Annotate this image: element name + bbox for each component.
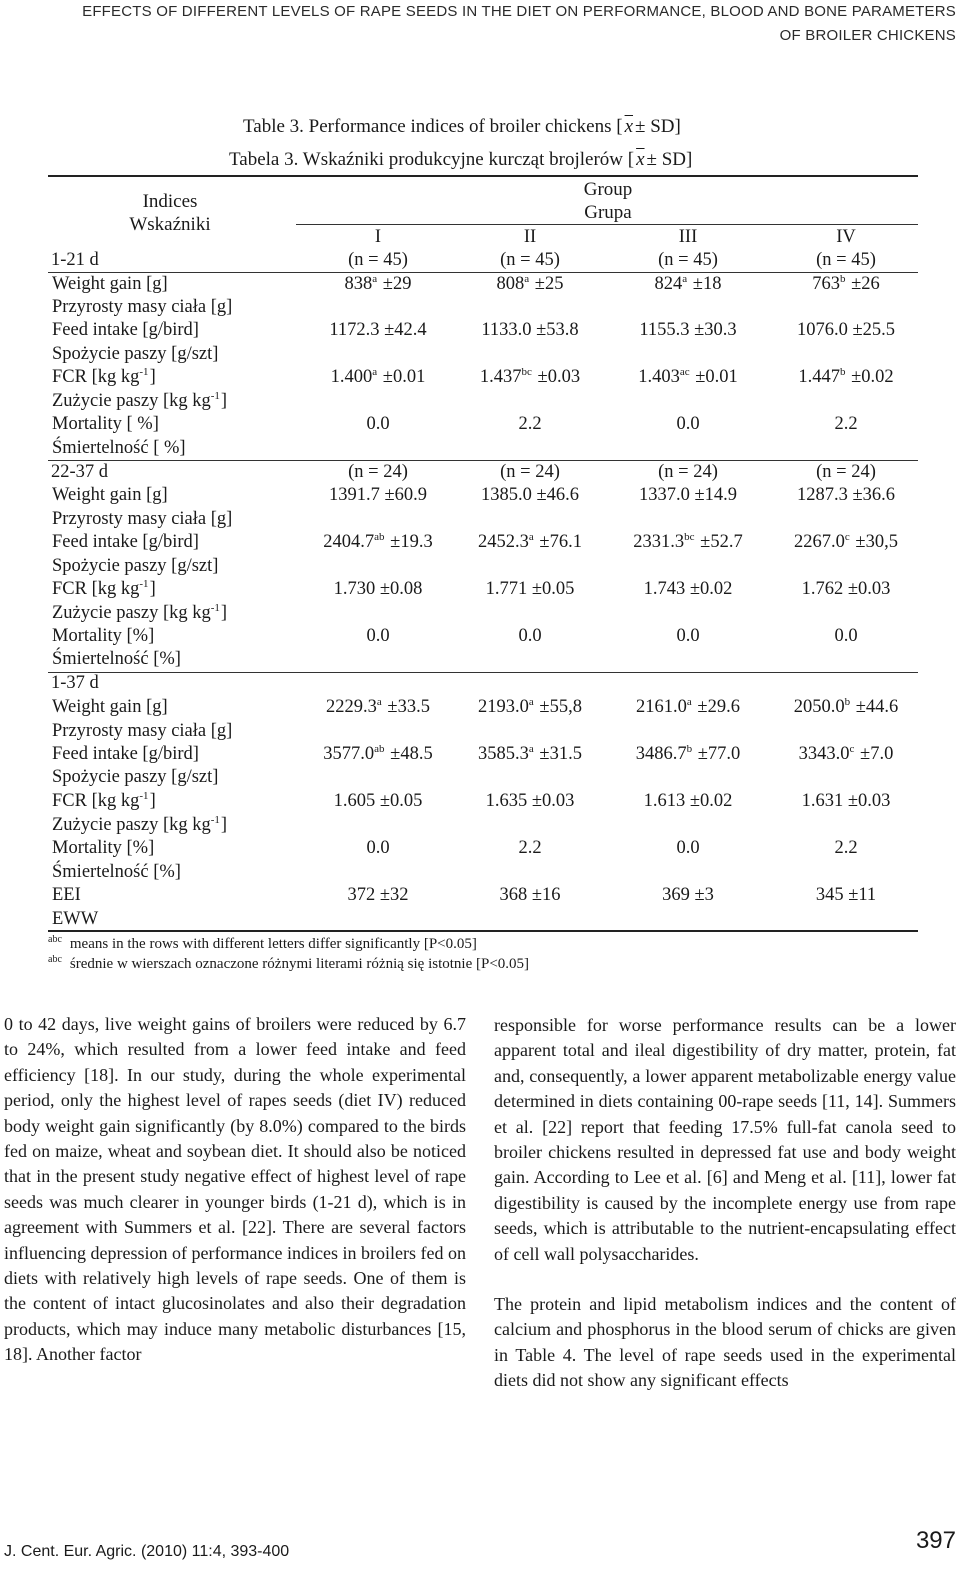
row-label-text: Spożycie paszy [g/szt]	[52, 556, 219, 576]
group-header-en: Group	[583, 179, 633, 200]
table-cell	[598, 696, 778, 721]
cell-significance-letter: b	[839, 366, 846, 378]
table-cell	[440, 249, 620, 272]
table-cell	[440, 625, 620, 648]
caption-pl-sd: ± SD]	[646, 149, 693, 170]
cell-value: 2331.3	[633, 532, 685, 552]
table-cell	[598, 837, 778, 860]
table-row	[0, 366, 960, 389]
caption-en-sd: ± SD]	[635, 116, 681, 137]
cell-value: 1337.0 ±14.9	[638, 485, 738, 505]
body-right-paragraph-2: The protein and lipid metabolism indices and the content of calcium and phosphorus in the blood serum of chicks are given in Table 4. The level of rape seeds used in the experimental diets did not show any significant effects	[494, 1294, 956, 1391]
cell-significance-letter: a	[524, 273, 530, 285]
cell-value: 2.2	[518, 838, 542, 858]
table-cell	[440, 696, 620, 721]
table-row	[0, 319, 960, 342]
row-label-superscript: -1	[210, 390, 220, 402]
table-row	[0, 766, 960, 789]
table-caption-en	[243, 116, 681, 138]
table-cell	[598, 319, 778, 342]
footnote-en-text: means in the rows with different letters differ significantly [P<0.05]	[69, 936, 477, 952]
cell-sd: ±18	[688, 274, 722, 294]
row-label-end: ]	[220, 391, 228, 411]
table-cell	[598, 578, 778, 601]
row-label	[52, 884, 81, 907]
table-row	[0, 273, 960, 296]
table-row	[0, 908, 960, 931]
row-label	[52, 720, 232, 743]
table-cell	[756, 837, 936, 860]
row-label-text: Śmiertelność [%]	[52, 649, 181, 669]
row-label-end: ]	[220, 603, 228, 623]
indices-header-pl: Wskaźniki	[129, 214, 211, 235]
cell-value: (n = 24)	[348, 462, 408, 482]
group-header-pl: Grupa	[584, 202, 632, 223]
row-label-superscript: -1	[210, 814, 220, 826]
cell-value: 1.730 ±0.08	[333, 579, 423, 599]
cell-sd: ±44.6	[851, 697, 899, 717]
group-label-ii: II	[523, 227, 537, 247]
row-label	[52, 343, 218, 366]
table-cell	[598, 273, 778, 298]
table-cell	[598, 366, 778, 391]
table-cell	[756, 578, 936, 601]
row-label-text: Weight gain [g]	[52, 697, 168, 717]
table-caption-pl	[229, 149, 692, 171]
caption-pl-mean-symbol: $\overline{x}$	[636, 149, 645, 170]
table-cell	[756, 484, 936, 507]
cell-significance-letter: ac	[679, 366, 690, 378]
cell-value: 0.0	[366, 838, 390, 858]
table-cell	[756, 249, 936, 272]
table-row	[0, 413, 960, 436]
row-label	[52, 743, 199, 766]
table-row	[0, 743, 960, 766]
cell-significance-letter: bc	[521, 366, 532, 378]
cell-sd: ±31.5	[534, 744, 582, 764]
group-label-i: I	[374, 227, 382, 247]
cell-value: 808	[496, 274, 525, 294]
table-cell	[756, 461, 936, 484]
row-label-text: Mortality [ %]	[52, 414, 159, 434]
table-cell	[440, 413, 620, 436]
cell-value: 1.400	[330, 367, 373, 387]
row-label-text: FCR [kg kg	[52, 367, 140, 387]
cell-value: 763	[812, 274, 840, 294]
group-labels-row	[0, 226, 960, 249]
cell-value: 2193.0	[478, 697, 529, 717]
row-label-text: Feed intake [g/bird]	[52, 744, 199, 764]
cell-value: 369 ±3	[662, 885, 714, 905]
cell-sd: ±76.1	[534, 532, 582, 552]
row-label	[52, 273, 168, 296]
row-label-superscript: -1	[139, 790, 149, 802]
table-cell	[598, 413, 778, 436]
table-cell	[440, 790, 620, 813]
row-label	[52, 437, 186, 460]
cell-value: 0.0	[676, 626, 700, 646]
running-header-line2: OF BROILER CHICKENS	[779, 27, 956, 44]
cell-value: 2404.7	[323, 532, 375, 552]
cell-value: (n = 45)	[348, 250, 408, 270]
table-cell	[598, 531, 778, 556]
cell-value: 0.0	[676, 414, 700, 434]
table-cell	[756, 531, 936, 556]
row-label-text: Feed intake [g/bird]	[52, 532, 199, 552]
cell-sd: ±0.03	[532, 367, 581, 387]
row-label	[52, 319, 199, 342]
row-label-text: Zużycie paszy [kg kg	[52, 603, 211, 623]
row-label-end: ]	[149, 791, 156, 811]
table-cell	[756, 884, 936, 907]
table-row	[0, 884, 960, 907]
cell-value: 0.0	[834, 626, 858, 646]
table-cell	[440, 484, 620, 507]
cell-sd: ±19.3	[385, 532, 433, 552]
cell-significance-letter: a	[528, 531, 534, 543]
table-row	[0, 461, 960, 484]
cell-value: 838	[344, 274, 373, 294]
table-row	[0, 578, 960, 601]
table-cell	[756, 790, 936, 813]
table-cell	[440, 837, 620, 860]
row-label-text: 22-37 d	[51, 462, 109, 482]
row-label-text: EWW	[52, 909, 99, 929]
table-cell	[756, 413, 936, 436]
row-label	[52, 790, 156, 815]
cell-value: 2.2	[834, 414, 858, 434]
table-row	[0, 790, 960, 813]
cell-value: (n = 45)	[658, 250, 718, 270]
cell-value: 1133.0 ±53.8	[481, 320, 579, 340]
cell-sd: ±0.01	[690, 367, 738, 387]
row-label-text: 1-37 d	[51, 673, 99, 693]
row-label-superscript: -1	[139, 366, 149, 378]
cell-sd: ±0.02	[846, 367, 894, 387]
caption-en-mean-symbol: $\overline{x}$	[624, 116, 634, 137]
cell-value: 2452.3	[478, 532, 529, 552]
cell-value: 1.762 ±0.03	[801, 579, 891, 599]
table-row	[0, 696, 960, 719]
cell-significance-letter: ab	[374, 743, 385, 755]
table-row	[0, 837, 960, 860]
table-row	[0, 249, 960, 272]
table-bottom-rule	[48, 930, 918, 932]
cell-value: 2229.3	[326, 697, 377, 717]
cell-value: 1287.3 ±36.6	[796, 485, 896, 505]
group-label-iv: IV	[836, 227, 856, 247]
header-bottom-rule	[48, 272, 918, 273]
cell-value: 3486.7	[635, 744, 687, 764]
table-row	[0, 296, 960, 319]
cell-sd: ±33.5	[382, 697, 430, 717]
table-cell	[598, 625, 778, 648]
cell-value: 2267.0	[794, 532, 845, 552]
cell-value: 1.743 ±0.02	[643, 579, 733, 599]
running-header	[6, 0, 956, 48]
row-label-end: ]	[149, 367, 156, 387]
cell-value: 2.2	[834, 838, 858, 858]
body-left-paragraph: 0 to 42 days, live weight gains of broilers were reduced by 6.7 to 24%, which resulted from a lower feed intake and feed efficiency [18]. In our study, during the whole experimental period, only the highest level of rapes seeds (diet IV) reduced body weight gain significantly (by 8.0%) compared to the birds fed on maize, wheat and soybean diet. It should also be noticed that in the present study negative effect of highest level of rape seeds was much clearer in younger birds (1-21 d), which is in agreement with Summers et al. [22]. There are several factors influencing depression of performance indices in broilers fed on diets with relatively high levels of rape seeds. One of them is the content of intact glucosinolates and also their degradation products, which may induce many metabolic disturbances [15, 18]. Another factor	[4, 1014, 466, 1365]
row-label-end: ]	[220, 815, 228, 835]
row-label	[52, 296, 232, 319]
cell-significance-letter: a	[376, 696, 382, 708]
table-row	[0, 390, 960, 413]
cell-sd: ±77.0	[693, 744, 741, 764]
cell-value: 3577.0	[323, 744, 375, 764]
table-row	[0, 861, 960, 884]
cell-value: 345 ±11	[815, 885, 877, 905]
cell-value: 0.0	[518, 626, 542, 646]
row-label-text: Śmiertelność [%]	[52, 862, 181, 882]
row-label	[51, 249, 99, 272]
row-label	[52, 366, 156, 391]
footnote-pl	[48, 954, 529, 976]
cell-value: 1155.3 ±30.3	[639, 320, 737, 340]
row-label	[51, 461, 108, 484]
cell-value: 1385.0 ±46.6	[480, 485, 580, 505]
cell-value: 0.0	[366, 626, 390, 646]
cell-significance-letter: a	[372, 366, 378, 378]
table-cell	[756, 319, 936, 342]
row-label-end: ]	[149, 579, 156, 599]
row-label-text: Mortality [%]	[52, 838, 155, 858]
footnote-en	[48, 934, 477, 956]
cell-value: 1391.7 ±60.9	[328, 485, 428, 505]
row-label	[52, 625, 154, 648]
row-label	[52, 602, 227, 627]
cell-significance-letter: a	[372, 273, 378, 285]
row-label	[52, 908, 98, 931]
cell-value: 1.605 ±0.05	[333, 791, 423, 811]
row-label	[52, 837, 154, 860]
table-row	[0, 648, 960, 671]
row-label-text: FCR [kg kg	[52, 791, 140, 811]
table-row	[0, 484, 960, 507]
cell-value: (n = 45)	[816, 250, 876, 270]
cell-significance-letter: a	[682, 273, 688, 285]
cell-significance-letter: a	[686, 696, 692, 708]
cell-value: 0.0	[366, 414, 390, 434]
cell-significance-letter: b	[839, 273, 846, 285]
row-label-text: Weight gain [g]	[52, 274, 168, 294]
cell-sd: ±0.01	[378, 367, 426, 387]
table-cell	[440, 366, 620, 391]
row-label	[52, 861, 181, 884]
footnote-en-marker: abc	[48, 934, 62, 945]
row-label-text: Przyrosty masy ciała [g]	[52, 509, 233, 529]
group-label-iii: III	[678, 227, 698, 247]
table-cell	[598, 743, 778, 768]
row-label-text: Przyrosty masy ciała [g]	[52, 721, 233, 741]
cell-value: 3343.0	[798, 744, 850, 764]
section-rule-22-37	[48, 460, 918, 461]
cell-sd: ±52.7	[695, 532, 743, 552]
cell-value: 2050.0	[793, 697, 845, 717]
table-row	[0, 814, 960, 837]
cell-value: 1.771 ±0.05	[485, 579, 575, 599]
cell-value: 1.403	[638, 367, 680, 387]
cell-sd: ±26	[846, 274, 880, 294]
cell-value: 1076.0 ±25.5	[796, 320, 896, 340]
cell-significance-letter: a	[528, 696, 534, 708]
row-label-text: Przyrosty masy ciała [g]	[52, 297, 233, 317]
row-label-text: Weight gain [g]	[52, 485, 168, 505]
cell-significance-letter: c	[844, 531, 850, 543]
caption-en-text: Table 3. Performance indices of broiler chickens [	[243, 116, 623, 137]
table-row	[0, 672, 960, 695]
cell-significance-letter: a	[528, 743, 534, 755]
cell-value: 368 ±16	[499, 885, 561, 905]
table-cell	[440, 743, 620, 768]
table-cell	[756, 743, 936, 768]
row-label-text: FCR [kg kg	[52, 579, 140, 599]
row-label	[52, 696, 168, 719]
row-label	[52, 578, 156, 603]
cell-value: 372 ±32	[347, 885, 409, 905]
row-label	[52, 508, 232, 531]
row-label-text: EEI	[52, 885, 81, 905]
table-row	[0, 720, 960, 743]
section-rule-1-37	[48, 672, 918, 673]
cell-value: 2161.0	[636, 697, 687, 717]
row-label	[52, 484, 168, 507]
footnote-pl-text: średnie w wierszach oznaczone różnymi literami różnią się istotnie [P<0.05]	[69, 956, 530, 972]
table-cell	[598, 790, 778, 813]
cell-significance-letter: bc	[684, 531, 695, 543]
cell-value: 2.2	[518, 414, 542, 434]
table-cell	[440, 273, 620, 298]
caption-pl-text: Tabela 3. Wskaźniki produkcyjne kurcząt brojlerów [	[229, 149, 635, 170]
table-row	[0, 531, 960, 554]
cell-value: 1172.3 ±42.4	[329, 320, 427, 340]
table-top-rule	[48, 175, 918, 177]
row-label	[51, 672, 99, 695]
row-label	[52, 648, 181, 671]
cell-significance-letter: ab	[374, 531, 385, 543]
table-cell	[440, 884, 620, 907]
row-label-text: Zużycie paszy [kg kg	[52, 391, 211, 411]
row-label-text: Śmiertelność [ %]	[52, 438, 186, 458]
cell-sd: ±29	[378, 274, 412, 294]
cell-value: 3585.3	[478, 744, 529, 764]
page-number: 397	[915, 1527, 956, 1554]
cell-sd: ±55,8	[534, 697, 582, 717]
table-row	[0, 437, 960, 460]
row-label-text: 1-21 d	[51, 250, 99, 270]
row-label	[52, 555, 218, 578]
cell-significance-letter: c	[849, 743, 855, 755]
cell-value: (n = 24)	[658, 462, 718, 482]
row-label-superscript: -1	[139, 578, 149, 590]
table-cell	[598, 249, 778, 272]
cell-sd: ±29.6	[692, 697, 740, 717]
cell-significance-letter: b	[686, 743, 693, 755]
cell-value: 1.437	[479, 367, 522, 387]
cell-sd: ±30,5	[850, 532, 898, 552]
row-label-text: Zużycie paszy [kg kg	[52, 815, 211, 835]
cell-value: (n = 24)	[500, 462, 560, 482]
running-header-line1: EFFECTS OF DIFFERENT LEVELS OF RAPE SEEDS IN THE DIET ON PERFORMANCE, BLOOD AND BONE PARAMETERS	[82, 3, 956, 20]
table-row	[0, 343, 960, 366]
table-row	[0, 555, 960, 578]
cell-significance-letter: b	[844, 696, 851, 708]
body-right-paragraph-1: responsible for worse performance results can be a lower apparent total and ileal digestibility of dry matter, protein, fat and, consequently, a lower apparent metabolizable energy value determined in diets containing 00-rape seeds [11, 14]. Summers et al. [22] report that feeding 17.5% full-fat canola seed to broiler chickens resulted in depressed fat use and body weight gain. According to Lee et al. [6] and Meng et al. [11], lower fat digestibility is caused by the incomplete energy use from rape seeds, which is attributable to the nutrient-encapsulating effect of cell wall polysaccharides.	[494, 1015, 956, 1264]
cell-sd: ±7.0	[855, 744, 894, 764]
group-header	[528, 178, 688, 224]
table-cell	[598, 884, 778, 907]
row-label	[52, 390, 227, 415]
row-label-text: Mortality [%]	[52, 626, 155, 646]
table-cell	[756, 625, 936, 648]
journal-citation: J. Cent. Eur. Agric. (2010) 11:4, 393-400	[4, 1543, 290, 1560]
table-cell	[598, 461, 778, 484]
cell-value: (n = 24)	[816, 462, 876, 482]
cell-value: 1.447	[798, 367, 840, 387]
cell-value: (n = 45)	[500, 250, 560, 270]
cell-value: 824	[654, 274, 683, 294]
row-label	[52, 814, 227, 839]
table-cell	[756, 366, 936, 391]
cell-sd: ±25	[530, 274, 564, 294]
cell-sd: ±48.5	[385, 744, 433, 764]
table-cell	[756, 696, 936, 721]
table-cell	[440, 531, 620, 556]
table-row	[0, 602, 960, 625]
table-cell	[440, 578, 620, 601]
row-label-text: Spożycie paszy [g/szt]	[52, 767, 219, 787]
row-label-text: Feed intake [g/bird]	[52, 320, 199, 340]
table-cell	[440, 319, 620, 342]
table-row	[0, 508, 960, 531]
cell-value: 1.631 ±0.03	[801, 791, 891, 811]
group-header-rule	[296, 224, 918, 225]
cell-value: 1.613 ±0.02	[643, 791, 733, 811]
indices-header-en: Indices	[142, 191, 198, 212]
row-label	[52, 531, 199, 554]
table-cell	[440, 461, 620, 484]
row-label-superscript: -1	[210, 602, 220, 614]
cell-value: 0.0	[676, 838, 700, 858]
table-row	[0, 625, 960, 648]
footnote-pl-marker: abc	[48, 954, 62, 965]
row-label-text: Spożycie paszy [g/szt]	[52, 344, 219, 364]
row-label	[52, 766, 218, 789]
table-cell	[756, 273, 936, 298]
cell-value: 1.635 ±0.03	[485, 791, 575, 811]
table-cell	[598, 484, 778, 507]
row-label	[52, 413, 159, 436]
